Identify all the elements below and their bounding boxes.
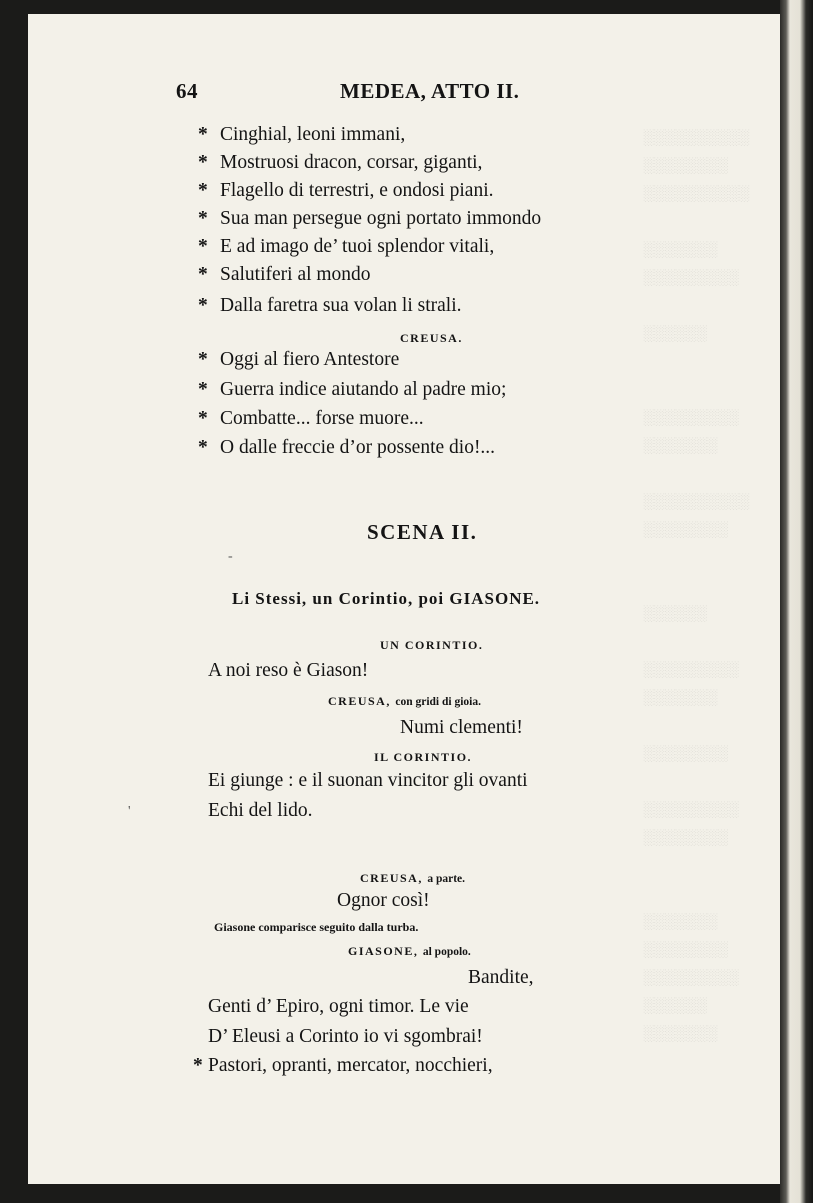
verse-line (198, 152, 482, 174)
verse-text: Pastori, opranti, mercator, nocchieri, (208, 1055, 493, 1076)
ink-dash: - (228, 549, 233, 564)
page-number: 64 (176, 79, 198, 103)
verse-line (208, 1026, 483, 1048)
verse-line (198, 437, 495, 459)
dialogue-line: Echi del lido. (208, 800, 313, 821)
stage-direction: a parte. (427, 873, 466, 885)
verse-line (198, 124, 405, 146)
speaker-creusa (360, 871, 465, 886)
verse-marker: * (198, 180, 208, 201)
verse-marker: * (198, 208, 208, 229)
verse-marker: * (198, 124, 208, 145)
dialogue-line: Ognor così! (337, 890, 430, 911)
book-page (28, 14, 780, 1184)
verse-line (193, 1055, 493, 1077)
verse-text: Sua man persegue ogni portato immondo (220, 208, 542, 229)
verse-marker: * (198, 295, 208, 316)
verse-line (198, 379, 506, 401)
show-through-text: ░░░░░░░░░░ ░░░░░░░░ ░░░░░░░░░░ ░░░░░░░ ░░░░░░░░░ ░░░░░░ ░░░░░░░░░ ░░░░░░░ ░░░░░░░░░░ ░░░░░░░░ ░░░░░░ ░░░░░░░░░ ░░░░░░░ ░░░░░░░░ ░░░░░░░░░ ░░░░░░░░ ░░░░░░░ ░░░░░░░░ ░░░░░░░░░ ░░░░░░ ░░░░░░░ (643, 130, 750, 1042)
running-title: MEDEA, ATTO II. (340, 79, 520, 103)
verse-text: Genti d’ Epiro, ogni timor. Le vie (208, 996, 469, 1017)
verse-line (208, 996, 469, 1018)
verse-marker: * (198, 264, 208, 285)
verse-marker: * (198, 349, 208, 370)
speaker-creusa: CREUSA. (400, 331, 463, 345)
speaker-corintio: IL CORINTIO. (374, 750, 473, 764)
verse-line (198, 236, 494, 258)
stage-direction: con gridi di gioia. (395, 696, 481, 708)
verse-text: Guerra indice aiutando al padre mio; (220, 379, 507, 400)
verse-marker: * (198, 408, 208, 429)
speaker-name: CREUSA, (360, 871, 423, 885)
verse-line (198, 264, 371, 286)
verse-text: E ad imago de’ tuoi splendor vitali, (220, 236, 495, 257)
speaker-name: GIASONE, (348, 944, 419, 958)
verse-text: O dalle freccie d’or possente dio!... (220, 437, 496, 458)
verse-marker: * (198, 379, 208, 400)
verse-marker: * (198, 236, 208, 257)
book-spine-edge (780, 0, 813, 1203)
verse-text: Flagello di terrestri, e ondosi piani. (220, 180, 494, 201)
verse-text: Bandite, (468, 967, 534, 988)
verse-line (198, 349, 399, 371)
verse-marker: * (198, 437, 208, 458)
verse-text: Salutiferi al mondo (220, 264, 371, 285)
ink-speck: ' (128, 804, 131, 819)
dialogue-line: Ei giunge : e il suonan vincitor gli ovanti (208, 770, 528, 791)
verse-marker: * (193, 1055, 203, 1076)
speaker-giasone (348, 944, 471, 959)
verse-text: Mostruosi dracon, corsar, giganti, (220, 152, 483, 173)
stage-direction: al popolo. (422, 946, 471, 958)
speaker-creusa (328, 694, 481, 709)
scene-title: SCENA II. (367, 520, 478, 544)
speaker-corintio: UN CORINTIO. (380, 638, 484, 652)
verse-text: Dalla faretra sua volan li strali. (220, 295, 462, 316)
verse-text: D’ Eleusi a Corinto io vi sgombrai! (208, 1026, 483, 1047)
verse-line (198, 208, 541, 230)
verse-text: Combatte... forse muore... (220, 408, 424, 429)
stage-direction: Giasone comparisce seguito dalla turba. (214, 920, 419, 934)
verse-line (198, 295, 461, 317)
verse-line (198, 408, 424, 430)
verse-line (468, 967, 534, 989)
verse-text: Oggi al fiero Antestore (220, 349, 400, 370)
speaker-name: CREUSA, (328, 694, 391, 708)
verse-text: Cinghial, leoni immani, (220, 124, 406, 145)
dialogue-line: Numi clementi! (400, 717, 523, 738)
dialogue-line: A noi reso è Giason! (208, 660, 369, 681)
verse-marker: * (198, 152, 208, 173)
verse-line (198, 180, 494, 202)
cast-list: Li Stessi, un Corintio, poi GIASONE. (232, 589, 541, 608)
